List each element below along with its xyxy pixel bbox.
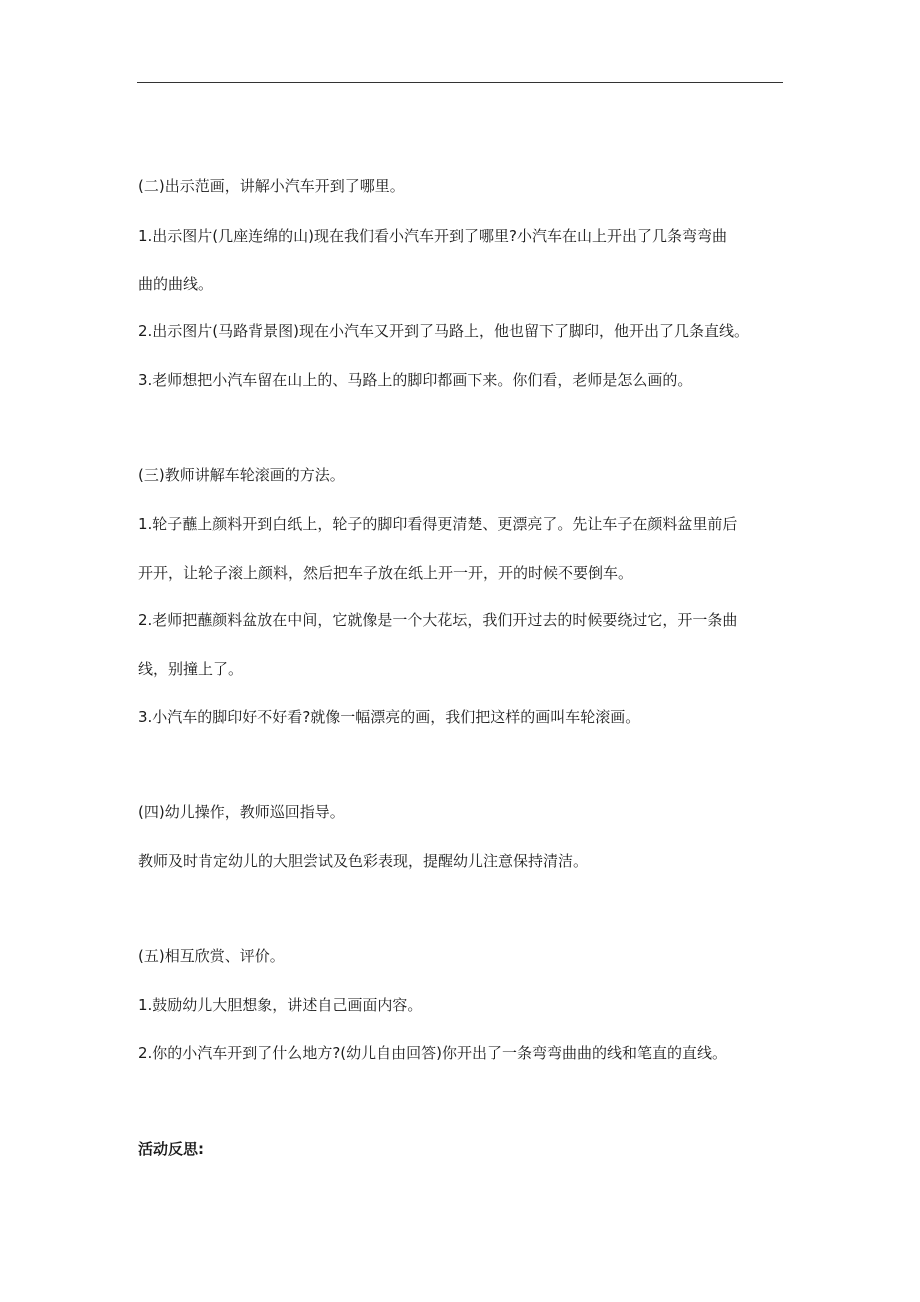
paragraph-line: 2.出示图片(马路背景图)现在小汽车又开到了马路上，他也留下了脚印，他开出了几条直线。: [138, 322, 750, 340]
paragraph-line: 1.鼓励幼儿大胆想象，讲述自己画面内容。: [138, 996, 423, 1014]
paragraph-line: 开开，让轮子滚上颜料，然后把车子放在纸上开一开，开的时候不要倒车。: [138, 564, 634, 582]
section-heading-5: (五)相互欣赏、评价。: [138, 947, 285, 965]
paragraph-line: 教师及时肯定幼儿的大胆尝试及色彩表现，提醒幼儿注意保持清洁。: [138, 852, 589, 870]
section-heading-3: (三)教师讲解车轮滚画的方法。: [138, 466, 345, 484]
paragraph-line: 1.轮子蘸上颜料开到白纸上，轮子的脚印看得更清楚、更漂亮了。先让车子在颜料盆里前后: [138, 515, 738, 533]
header-divider: [137, 82, 783, 83]
paragraph-line: 1.出示图片(几座连绵的山)现在我们看小汽车开到了哪里?小汽车在山上开出了几条弯弯曲: [138, 227, 727, 245]
paragraph-line: 2.老师把蘸颜料盆放在中间，它就像是一个大花坛，我们开过去的时候要绕过它，开一条曲: [138, 611, 738, 629]
section-heading-4: (四)幼儿操作，教师巡回指导。: [138, 803, 345, 821]
section-heading-2: (二)出示范画，讲解小汽车开到了哪里。: [138, 177, 405, 195]
paragraph-line: 3.小汽车的脚印好不好看?就像一幅漂亮的画，我们把这样的画叫车轮滚画。: [138, 708, 641, 726]
reflection-heading: 活动反思:: [138, 1140, 204, 1158]
paragraph-line: 2.你的小汽车开到了什么地方?(幼儿自由回答)你开出了一条弯弯曲曲的线和笔直的直线。: [138, 1044, 727, 1062]
paragraph-line: 线，别撞上了。: [138, 660, 244, 678]
paragraph-line: 3.老师想把小汽车留在山上的、马路上的脚印都画下来。你们看，老师是怎么画的。: [138, 371, 693, 389]
paragraph-line: 曲的曲线。: [138, 275, 214, 293]
